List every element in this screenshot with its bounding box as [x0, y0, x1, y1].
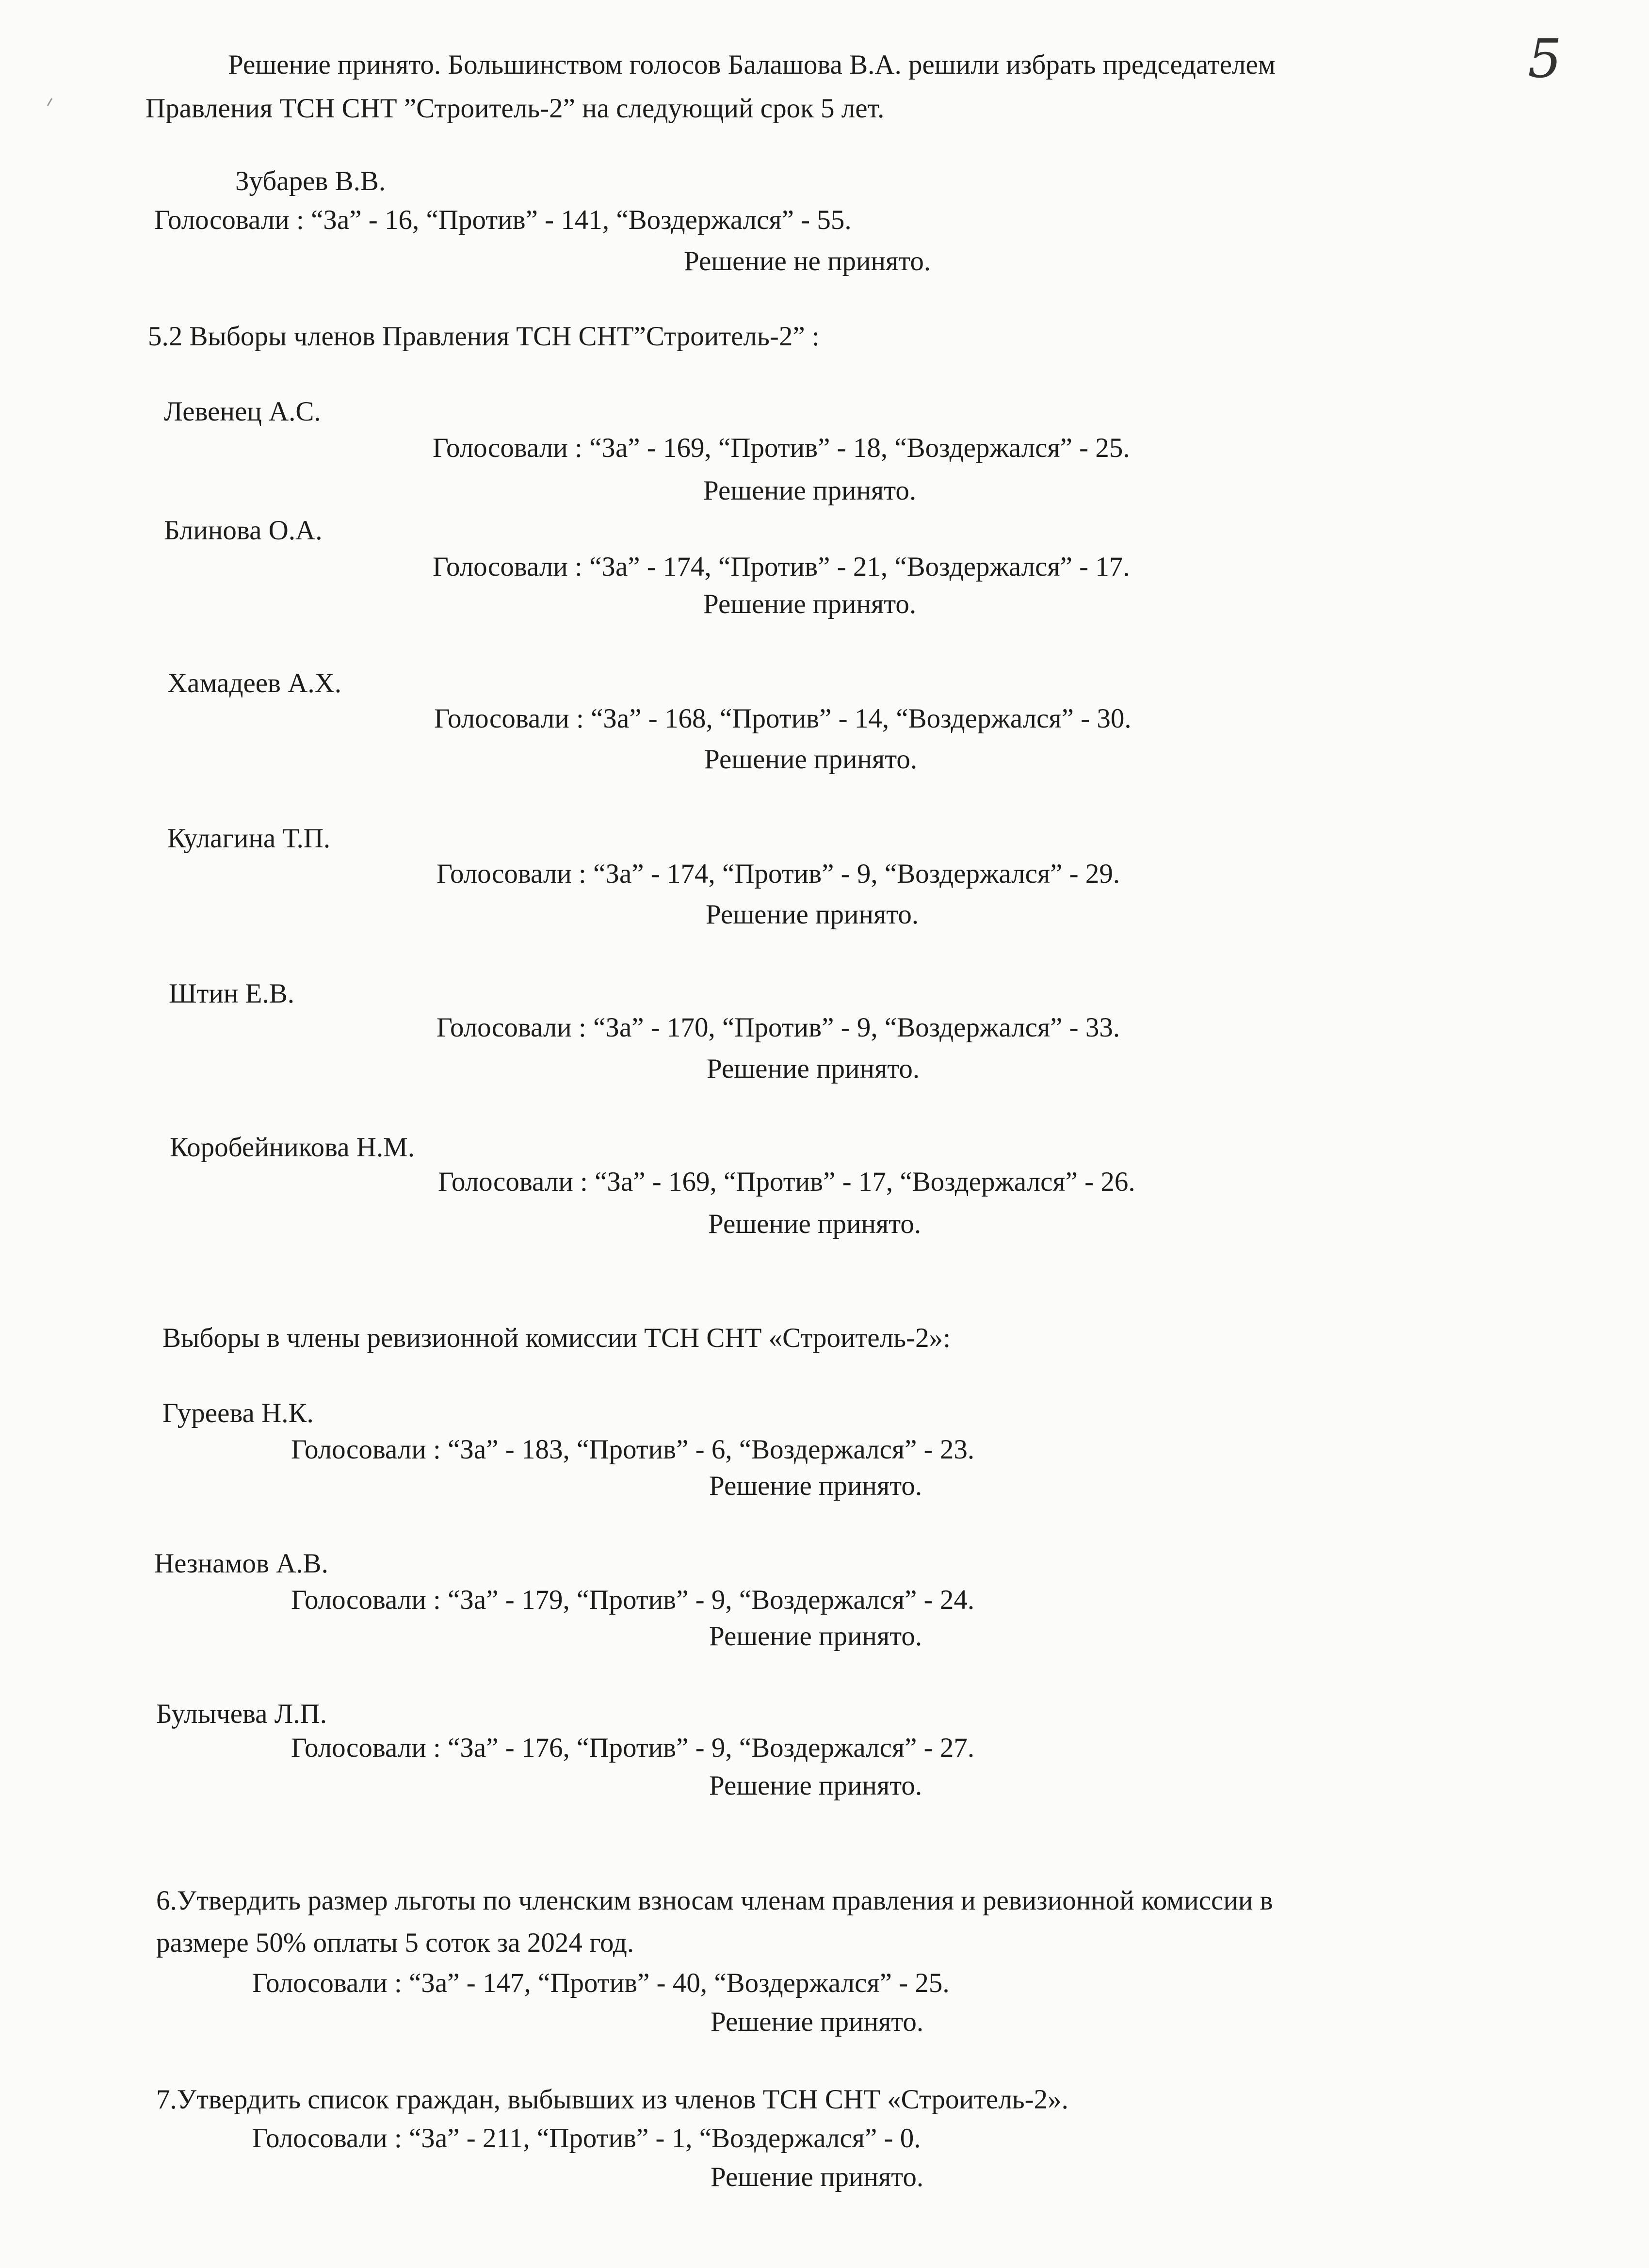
line-gureeva-vote: Голосовали : “За” - 183, “Против” - 6, “Воздержался” - 23.	[291, 1434, 975, 1465]
line-korobeynikova-name: Коробейникова Н.М.	[170, 1132, 415, 1163]
line-bulycheva-vote: Голосовали : “За” - 176, “Против” - 9, “Воздержался” - 27.	[291, 1733, 975, 1763]
line-item-7: 7.Утвердить список граждан, выбывших из членов ТСН СНТ «Строитель-2».	[156, 2084, 1068, 2115]
line-heading-5-2: 5.2 Выборы членов Правления ТСН СНТ”Строитель-2” :	[148, 321, 820, 352]
line-shtin-result: Решение принято.	[707, 1053, 920, 1084]
line-item-6-vote: Голосовали : “За” - 147, “Против” - 40, “Воздержался” - 25.	[252, 1968, 950, 1998]
line-levenets-result: Решение принято.	[703, 475, 917, 506]
line-kulagina-name: Кулагина Т.П.	[167, 823, 331, 854]
line-item-7-result: Решение принято.	[711, 2162, 924, 2192]
line-heading-audit: Выборы в члены ревизионной комиссии ТСН СНТ «Строитель-2»:	[162, 1323, 951, 1353]
line-intro-1: Решение принято. Большинством голосов Балашова В.А. решили избрать председателем	[228, 49, 1276, 80]
line-bulycheva-name: Булычева Л.П.	[156, 1699, 327, 1729]
line-neznamov-result: Решение принято.	[709, 1621, 922, 1652]
scan-mark	[47, 98, 59, 110]
line-blinova-result: Решение принято.	[703, 589, 917, 619]
line-zubarev-vote: Голосовали : “За” - 16, “Против” - 141, “Воздержался” - 55.	[154, 205, 852, 235]
line-item-6-line2: размере 50% оплаты 5 соток за 2024 год.	[156, 1928, 634, 1958]
line-hamadeev-name: Хамадеев А.Х.	[167, 668, 342, 698]
line-intro-2: Правления ТСН СНТ ”Строитель-2” на следующий срок 5 лет.	[146, 93, 885, 124]
page-number: 5	[1528, 28, 1562, 90]
line-shtin-name: Штин Е.В.	[169, 978, 295, 1009]
line-shtin-vote: Голосовали : “За” - 170, “Против” - 9, “Воздержался” - 33.	[436, 1012, 1120, 1043]
line-gureeva-result: Решение принято.	[709, 1471, 922, 1501]
line-gureeva-name: Гуреева Н.К.	[162, 1398, 314, 1428]
line-korobeynikova-vote: Голосовали : “За” - 169, “Против” - 17, “Воздержался” - 26.	[438, 1166, 1135, 1197]
line-neznamov-vote: Голосовали : “За” - 179, “Против” - 9, “Воздержался” - 24.	[291, 1585, 975, 1615]
line-zubarev-name: Зубарев В.В.	[235, 166, 386, 196]
line-bulycheva-result: Решение принято.	[709, 1770, 922, 1801]
line-kulagina-result: Решение принято.	[706, 899, 919, 930]
line-levenets-name: Левенец А.С.	[164, 396, 321, 427]
line-korobeynikova-result: Решение принято.	[708, 1209, 922, 1239]
line-blinova-name: Блинова О.А.	[164, 515, 323, 546]
line-hamadeev-vote: Голосовали : “За” - 168, “Против” - 14, “Воздержался” - 30.	[434, 703, 1132, 734]
line-item-6-line1: 6.Утвердить размер льготы по членским взносам членам правления и ревизионной комиссии в	[156, 1885, 1273, 1916]
line-hamadeev-result: Решение принято.	[704, 744, 918, 775]
line-blinova-vote: Голосовали : “За” - 174, “Против” - 21, “Воздержался” - 17.	[433, 551, 1130, 582]
line-zubarev-result: Решение не принято.	[684, 246, 931, 276]
line-neznamov-name: Незнамов А.В.	[154, 1548, 328, 1579]
line-item-6-result: Решение принято.	[711, 2007, 924, 2037]
line-kulagina-vote: Голосовали : “За” - 174, “Против” - 9, “Воздержался” - 29.	[436, 859, 1120, 889]
line-item-7-vote: Голосовали : “За” - 211, “Против” - 1, “Воздержался” - 0.	[252, 2123, 921, 2154]
line-levenets-vote: Голосовали : “За” - 169, “Против” - 18, “Воздержался” - 25.	[433, 433, 1130, 463]
